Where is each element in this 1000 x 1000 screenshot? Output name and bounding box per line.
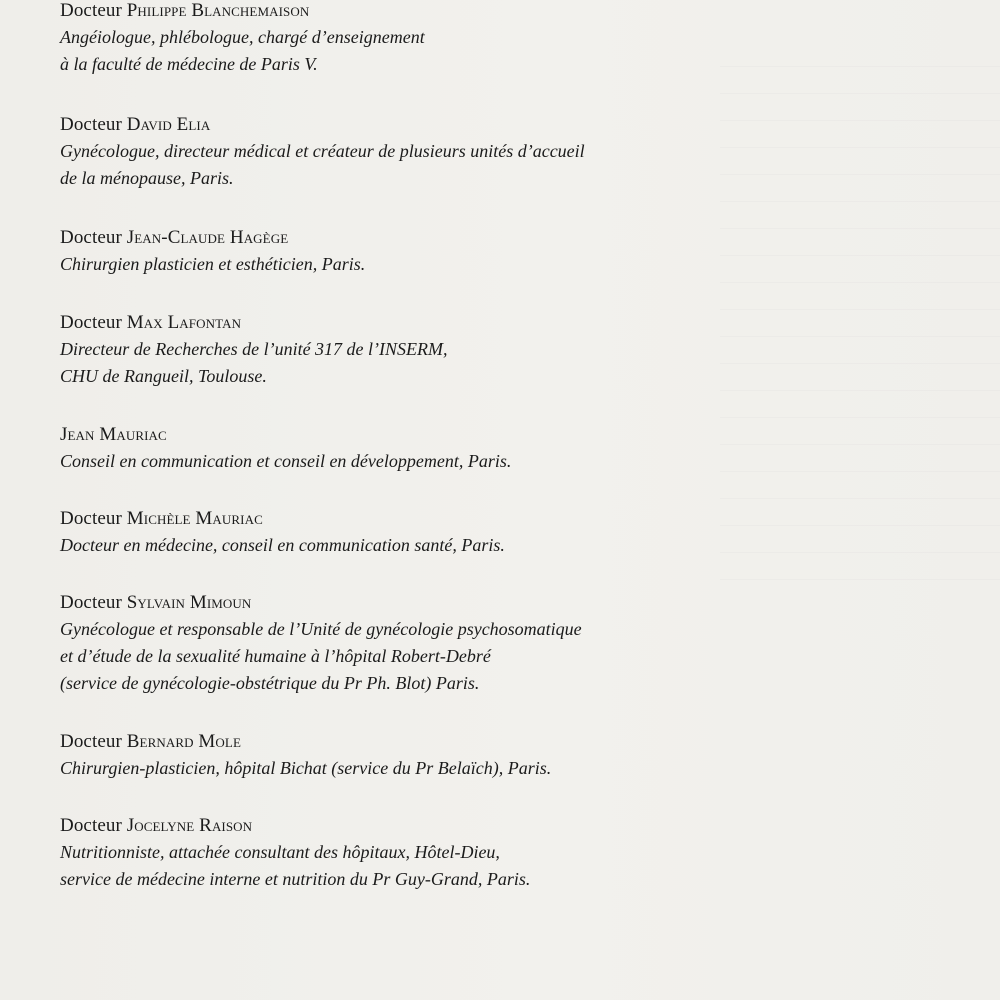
contributor-title: Docteur [60,731,122,752]
contributor-surname: Jean-Claude Hagège [126,227,289,248]
contributor-name [60,813,740,839]
contributor-title: Docteur [60,508,122,529]
contributor-title: Docteur [60,0,122,21]
contributor-description-line: Gynécologue et responsable de l’Unité de gynécologie psychosomatique [60,619,582,639]
contributor-description-line: Nutritionniste, attachée consultant des hôpitaux, Hôtel-Dieu, [60,842,500,862]
contributor-title: Docteur [60,227,122,248]
contributor-description-line: Chirurgien plasticien et esthéticien, Paris. [60,254,366,274]
contributor-surname: Michèle Mauriac [126,508,263,529]
contributor-surname: Philippe Blanchemaison [126,0,310,21]
contributor-surname: Jocelyne Raison [126,815,253,836]
contributor-description-line: CHU de Rangueil, Toulouse. [60,366,267,386]
contributor-title: Docteur [60,592,122,613]
contributor-description-line: (service de gynécologie-obstétrique du Pr Ph. Blot) Paris. [60,673,480,693]
contributor-entry [60,506,740,559]
contributor-description-line: Angéiologue, phlébologue, chargé d’enseignement [60,27,425,47]
contributor-description-line: Gynécologue, directeur médical et créateur de plusieurs unités d’accueil [60,141,585,161]
contributor-title: Docteur [60,815,122,836]
contributor-name [60,310,740,336]
contributor-entry [60,422,740,475]
contributor-entry [60,0,740,78]
contributor-name [60,422,740,448]
contributor-name [60,112,740,138]
contributor-surname: Jean Mauriac [60,424,167,445]
contributor-description-line: de la ménopause, Paris. [60,168,234,188]
show-through-text [720,40,1000,580]
contributor-surname: Sylvain Mimoun [126,592,252,613]
contributor-name [60,590,740,616]
contributor-entry [60,112,740,192]
contributor-entry [60,590,740,697]
contributor-title: Docteur [60,312,122,333]
contributor-entry [60,729,740,782]
contributor-entry [60,225,740,278]
contributor-description-line: Directeur de Recherches de l’unité 317 de l’INSERM, [60,339,448,359]
contributor-name [60,729,740,755]
contributor-description-line: et d’étude de la sexualité humaine à l’hôpital Robert-Debré [60,646,491,666]
contributor-description-line: Docteur en médecine, conseil en communication santé, Paris. [60,535,505,555]
contributor-description-line: à la faculté de médecine de Paris V. [60,54,318,74]
contributor-surname: David Elia [126,114,211,135]
contributor-name [60,0,740,24]
contributor-surname: Bernard Mole [126,731,241,752]
contributor-title: Docteur [60,114,122,135]
contributor-surname: Max Lafontan [126,312,242,333]
contributor-entry [60,310,740,390]
contributor-description-line: Conseil en communication et conseil en développement, Paris. [60,451,512,471]
contributor-name [60,506,740,532]
contributor-entry [60,813,740,893]
contributor-description-line: service de médecine interne et nutrition du Pr Guy-Grand, Paris. [60,869,531,889]
contributor-name [60,225,740,251]
contributor-description-line: Chirurgien-plasticien, hôpital Bichat (service du Pr Belaïch), Paris. [60,758,552,778]
